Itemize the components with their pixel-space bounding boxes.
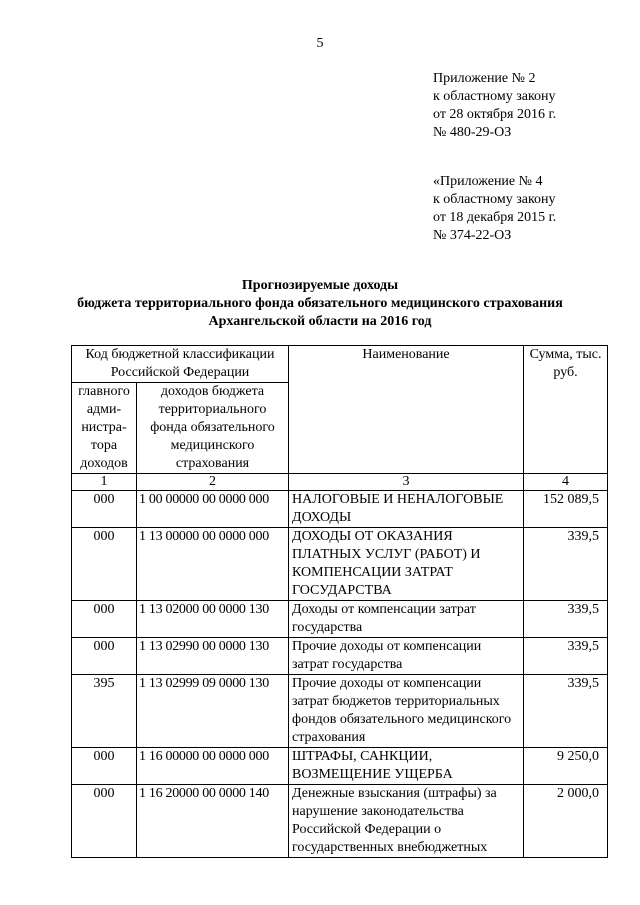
appendix-4-line: № 374-22-ОЗ [433,228,512,243]
income-name-cell: НАЛОГОВЫЕ И НЕНАЛОГОВЫЕ ДОХОДЫ [289,491,524,528]
table-row [72,785,608,858]
income-table [71,345,608,858]
income-sum-cell: 339,5 [524,638,608,675]
header-admin: главного адми-нистра-тора доходов [72,383,137,474]
appendix-4-line: «Приложение № 4 [433,174,543,189]
admin-code-cell: 000 [72,528,137,601]
title-line: Архангельской области на 2016 год [208,314,432,329]
header-sum: Сумма, тыс. руб. [524,346,608,474]
income-sum-cell: 2 000,0 [524,785,608,858]
budget-code-cell: 1 16 20000 00 0000 140 [137,785,289,858]
column-number: 4 [524,474,608,491]
budget-code-cell: 1 00 00000 00 0000 000 [137,491,289,528]
income-name-cell: ШТРАФЫ, САНКЦИИ, ВОЗМЕЩЕНИЕ УЩЕРБА [289,748,524,785]
appendix-4-line: от 18 декабря 2015 г. [433,210,557,225]
budget-code-cell: 1 13 00000 00 0000 000 [137,528,289,601]
table-row [72,638,608,675]
income-name-cell: Денежные взыскания (штрафы) за нарушение законодательства Российской Федерации о государственных внебюджетных [289,785,524,858]
income-sum-cell: 339,5 [524,601,608,638]
table-row [72,491,608,528]
income-sum-cell: 339,5 [524,528,608,601]
income-name-cell: Прочие доходы от компенсации затрат бюджетов территориальных фондов обязательного медицинского страхования [289,675,524,748]
table-row [72,675,608,748]
column-number-row [72,474,608,491]
page-number: 5 [316,36,324,51]
column-number: 3 [289,474,524,491]
budget-code-cell: 1 13 02000 00 0000 130 [137,601,289,638]
appendix-4-reference [433,173,556,245]
header-name: Наименование [289,346,524,474]
admin-code-cell: 000 [72,638,137,675]
admin-code-cell: 000 [72,748,137,785]
appendix-2-line: Приложение № 2 [433,71,536,86]
appendix-2-reference [433,70,556,142]
income-name-cell: Доходы от компенсации затрат государства [289,601,524,638]
budget-code-cell: 1 13 02999 09 0000 130 [137,675,289,748]
admin-code-cell: 000 [72,491,137,528]
income-name-cell: Прочие доходы от компенсации затрат государства [289,638,524,675]
table-row [72,748,608,785]
admin-code-cell: 000 [72,601,137,638]
income-sum-cell: 152 089,5 [524,491,608,528]
budget-code-cell: 1 13 02990 00 0000 130 [137,638,289,675]
income-name-cell: ДОХОДЫ ОТ ОКАЗАНИЯ ПЛАТНЫХ УСЛУГ (РАБОТ) И КОМПЕНСАЦИИ ЗАТРАТ ГОСУДАРСТВА [289,528,524,601]
income-sum-cell: 9 250,0 [524,748,608,785]
income-sum-cell: 339,5 [524,675,608,748]
header-code-group: Код бюджетной классификации Российской Федерации [72,346,289,383]
header-income: доходов бюджета территориального фонда обязательного медицинского страхования [137,383,289,474]
column-number: 2 [137,474,289,491]
document-title [0,277,640,331]
appendix-4-line: к областному закону [433,192,556,207]
title-line: бюджета территориального фонда обязательного медицинского страхования [77,296,563,311]
appendix-2-line: от 28 октября 2016 г. [433,107,557,122]
appendix-2-line: № 480-29-ОЗ [433,125,512,140]
table-row [72,601,608,638]
admin-code-cell: 000 [72,785,137,858]
budget-code-cell: 1 16 00000 00 0000 000 [137,748,289,785]
appendix-2-line: к областному закону [433,89,556,104]
table-row [72,528,608,601]
column-number: 1 [72,474,137,491]
title-line: Прогнозируемые доходы [241,278,399,293]
admin-code-cell: 395 [72,675,137,748]
header-row [72,346,608,383]
